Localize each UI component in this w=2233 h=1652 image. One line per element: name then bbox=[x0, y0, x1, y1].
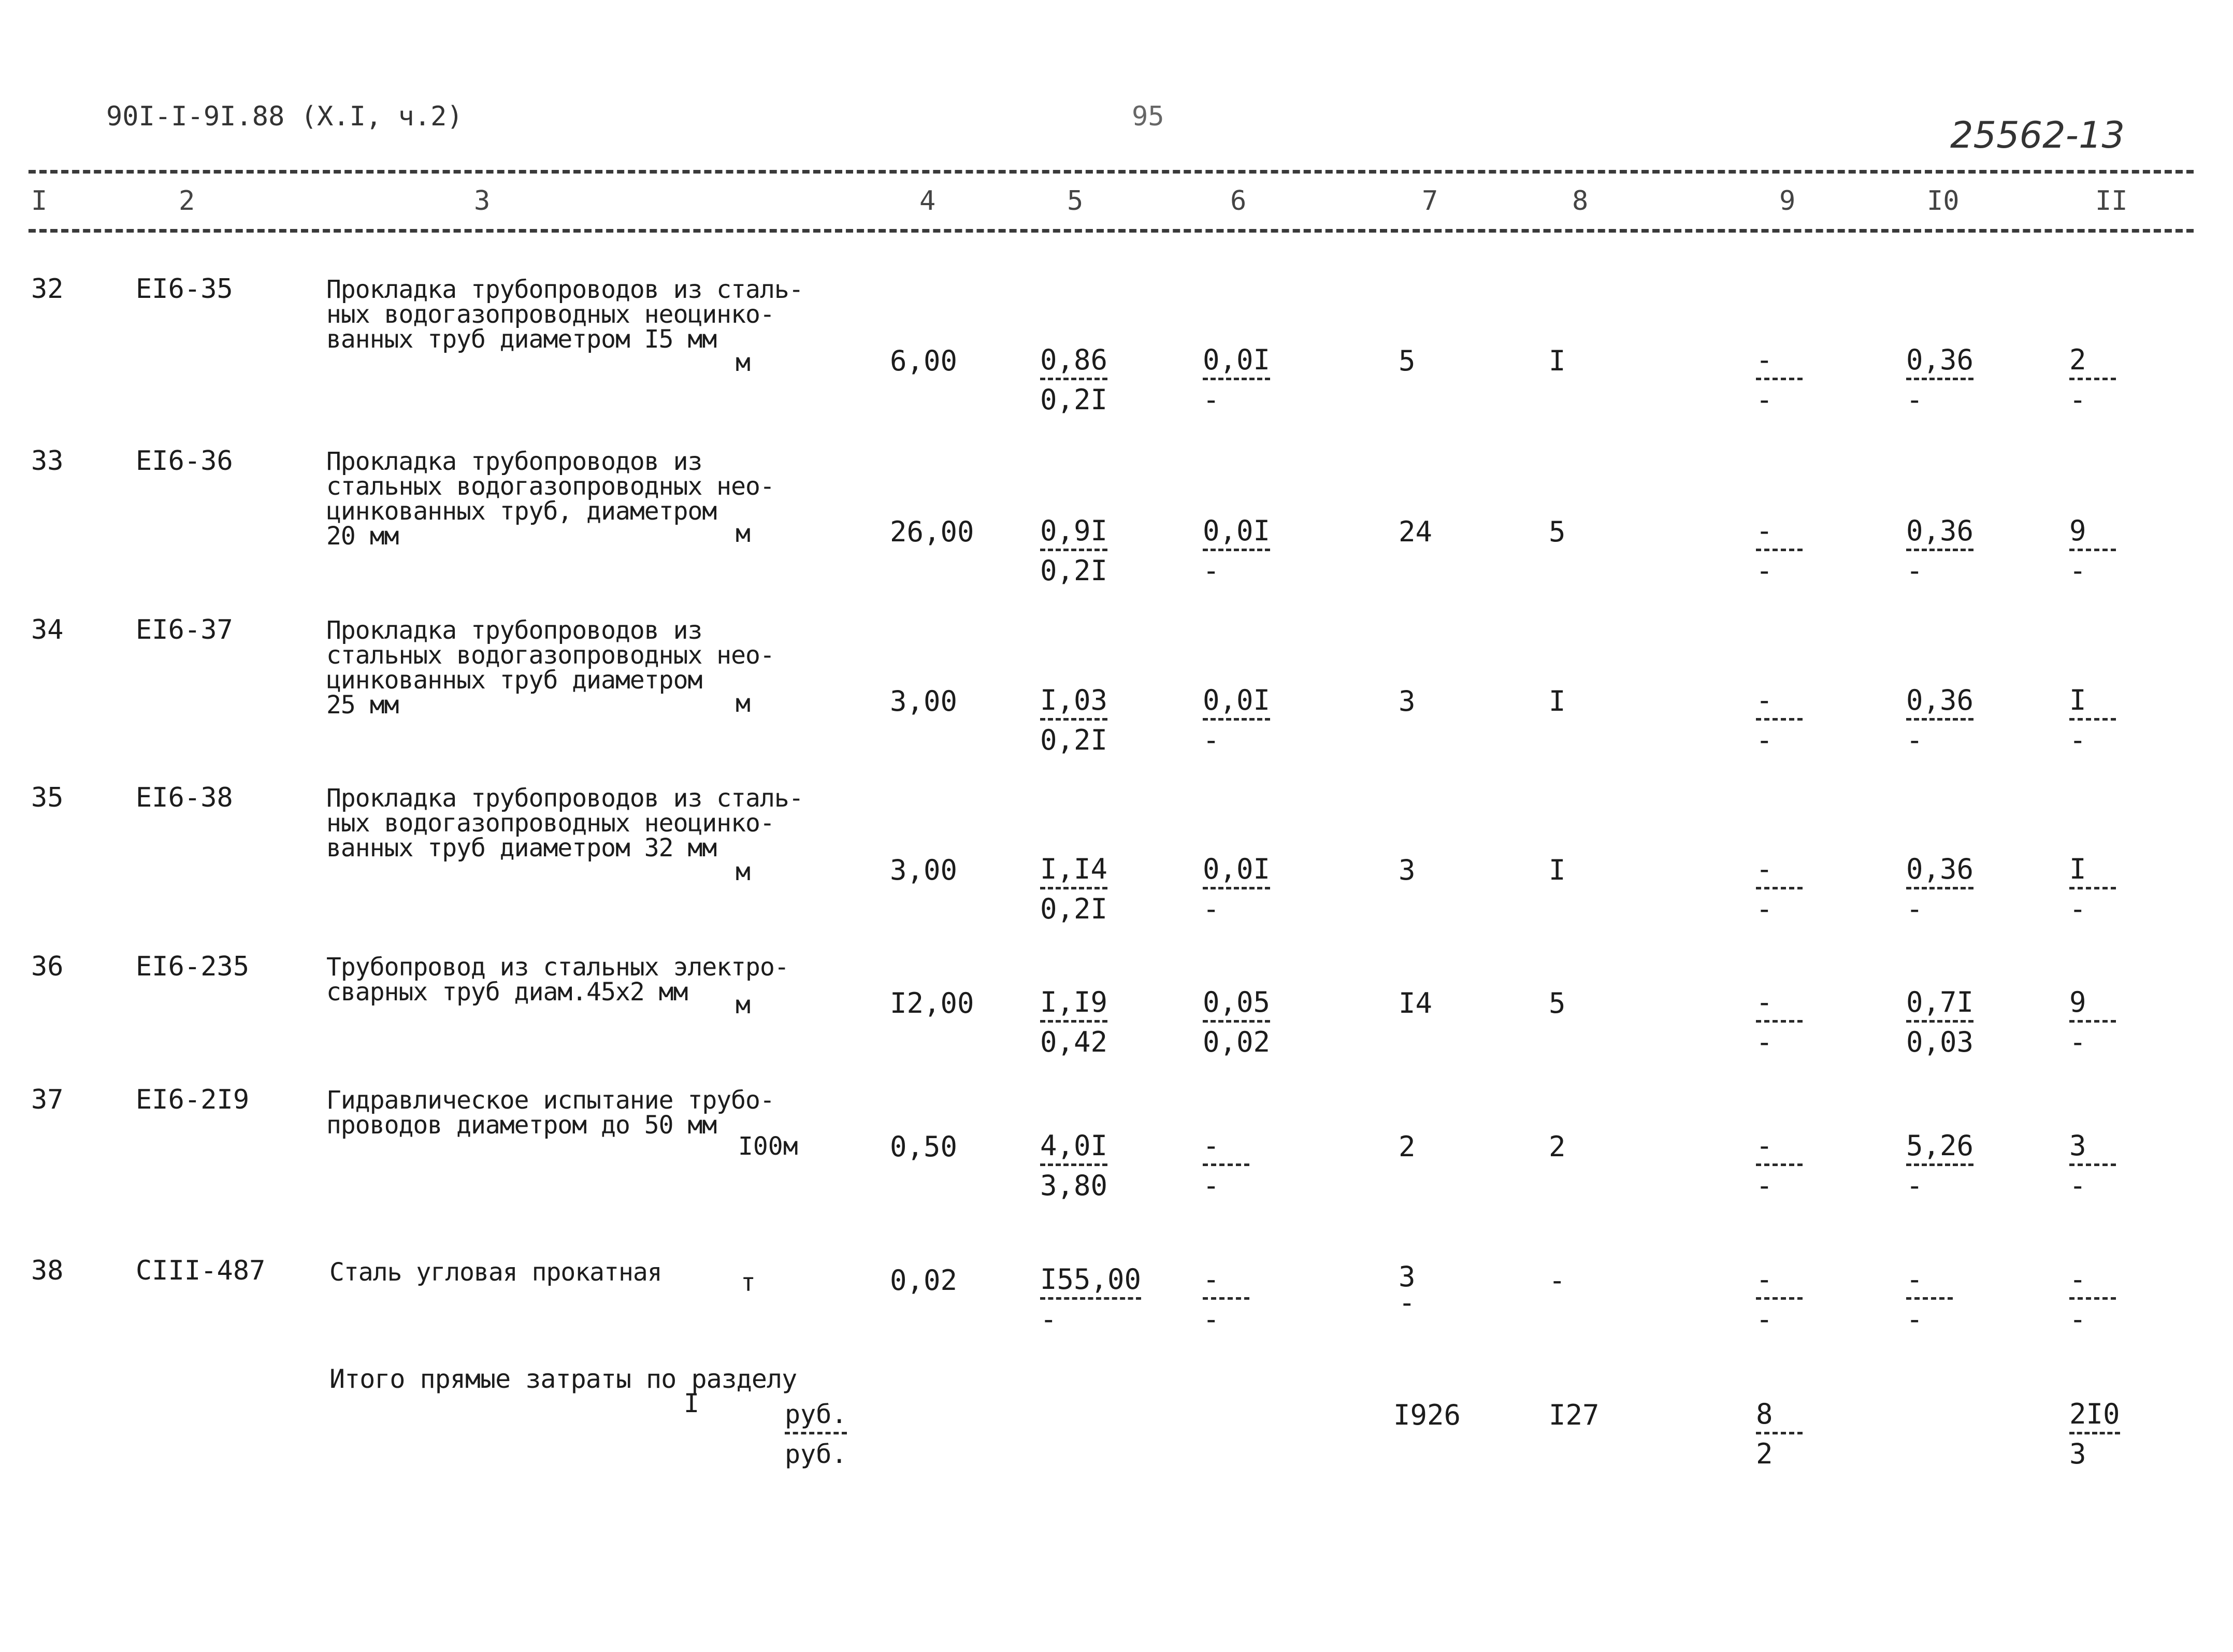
col9-fraction bbox=[1756, 515, 1803, 586]
fraction-bottom: - bbox=[1756, 383, 1773, 416]
fraction-bar bbox=[1756, 1020, 1803, 1023]
fraction-top: I,03 bbox=[1040, 684, 1108, 716]
description-line: сварных труб диам.45х2 мм bbox=[326, 978, 688, 1007]
fraction-bottom: - bbox=[1756, 554, 1773, 587]
description-line: ванных труб диаметром I5 мм bbox=[326, 325, 717, 354]
description-line: цинкованных труб диаметром bbox=[326, 666, 702, 695]
fraction-bottom: - bbox=[1906, 893, 1923, 925]
col11-fraction bbox=[2069, 987, 2116, 1058]
col11-fraction bbox=[2069, 854, 2116, 925]
total-section: I bbox=[684, 1388, 699, 1418]
fraction-bar bbox=[1756, 378, 1803, 380]
row-number: 35 bbox=[31, 782, 64, 813]
fraction-bar bbox=[1040, 549, 1107, 551]
col11-fraction bbox=[2069, 344, 2116, 415]
col10-fraction bbox=[1906, 987, 1973, 1058]
fraction-top: - bbox=[1756, 343, 1773, 376]
column-header-5: 5 bbox=[1067, 185, 1084, 217]
fraction-bar bbox=[1203, 1297, 1249, 1300]
fraction-bottom: 0,02 bbox=[1203, 1026, 1271, 1058]
col5-fraction bbox=[1040, 344, 1107, 415]
fraction-top: 0,0I bbox=[1203, 684, 1271, 716]
fraction-bottom: - bbox=[2069, 554, 2086, 587]
fraction-bottom: 3,80 bbox=[1040, 1169, 1108, 1202]
unit-of-measure: м bbox=[736, 348, 751, 377]
total-unit bbox=[785, 1399, 847, 1470]
fraction-top: 2I0 bbox=[2069, 1398, 2120, 1430]
fraction-bar bbox=[1906, 887, 1973, 889]
fraction-top: руб. bbox=[785, 1399, 847, 1429]
fraction-bar bbox=[1756, 1297, 1803, 1300]
row-number: 32 bbox=[31, 274, 64, 305]
fraction-bottom: - bbox=[1756, 893, 1773, 925]
fraction-bar bbox=[2069, 887, 2116, 889]
fraction-top: 0,05 bbox=[1203, 986, 1271, 1018]
fraction-bottom: - bbox=[1906, 1303, 1923, 1335]
fraction-top: I bbox=[2069, 684, 2086, 716]
fraction-bar bbox=[1756, 1432, 1803, 1434]
fraction-top: 5,26 bbox=[1906, 1129, 1974, 1162]
fraction-bottom: - bbox=[1756, 1303, 1773, 1335]
fraction-bar bbox=[1040, 718, 1107, 721]
fraction-top: - bbox=[2069, 1263, 2086, 1296]
fraction-bottom: - bbox=[2069, 724, 2086, 756]
fraction-bar bbox=[1756, 549, 1803, 551]
fraction-bottom: - bbox=[1203, 554, 1220, 587]
work-description bbox=[329, 1260, 662, 1285]
column-header-4: 4 bbox=[919, 185, 936, 217]
description-line: ных водогазопроводных неоцинко- bbox=[326, 809, 774, 838]
fraction-bottom: - bbox=[1756, 724, 1773, 756]
col5-fraction bbox=[1040, 515, 1107, 586]
col5-fraction bbox=[1040, 854, 1107, 925]
col5-fraction bbox=[1040, 685, 1107, 756]
column-header-1: I bbox=[31, 185, 48, 217]
fraction-bar bbox=[1906, 718, 1973, 721]
row-number: 33 bbox=[31, 446, 64, 477]
col8-value: I bbox=[1549, 854, 1566, 886]
fraction-bar bbox=[1756, 1163, 1803, 1166]
col7-value: 5 bbox=[1399, 344, 1416, 377]
description-line: Сталь угловая прокатная bbox=[329, 1258, 662, 1287]
total-col8: I27 bbox=[1549, 1399, 1600, 1431]
col10-fraction bbox=[1906, 685, 1973, 756]
unit-of-measure: I00м bbox=[738, 1132, 798, 1161]
fraction-top: 8 bbox=[1756, 1398, 1773, 1430]
col7-value: 3 bbox=[1399, 685, 1416, 717]
col9-fraction bbox=[1756, 1264, 1803, 1335]
unit-of-measure: т bbox=[741, 1268, 756, 1297]
col7-top: 3 bbox=[1399, 1260, 1416, 1293]
col6-fraction bbox=[1203, 685, 1270, 756]
fraction-bar bbox=[2069, 378, 2116, 380]
quantity: 0,50 bbox=[890, 1130, 958, 1163]
column-header-2: 2 bbox=[179, 185, 195, 217]
description-line: стальных водогазопроводных нео- bbox=[326, 641, 774, 670]
col8-value: - bbox=[1549, 1264, 1566, 1297]
col5-fraction bbox=[1040, 1264, 1141, 1335]
work-description bbox=[326, 784, 803, 863]
fraction-bottom: 0,2I bbox=[1040, 893, 1108, 925]
fraction-bar bbox=[1040, 887, 1107, 889]
fraction-bar bbox=[2069, 718, 2116, 721]
col6-fraction bbox=[1203, 1130, 1249, 1201]
fraction-top: 9 bbox=[2069, 986, 2086, 1018]
col6-fraction bbox=[1203, 1264, 1249, 1335]
row-number: 38 bbox=[31, 1255, 64, 1286]
row-number: 36 bbox=[31, 951, 64, 982]
fraction-bottom: - bbox=[1203, 383, 1220, 416]
rate-code: EI6-235 bbox=[136, 951, 250, 982]
col7-value: 3 bbox=[1399, 854, 1416, 886]
col9-fraction bbox=[1756, 1130, 1803, 1201]
fraction-bar bbox=[1203, 1163, 1249, 1166]
work-description bbox=[326, 616, 774, 720]
col9-fraction bbox=[1756, 854, 1803, 925]
col6-fraction bbox=[1203, 515, 1270, 586]
page-number: 95 bbox=[1132, 101, 1164, 132]
rate-code: EI6-38 bbox=[136, 782, 233, 813]
col10-fraction bbox=[1906, 1130, 1973, 1201]
fraction-bar bbox=[1040, 1020, 1107, 1023]
fraction-bottom: 3 bbox=[2069, 1438, 2086, 1470]
fraction-top: 3 bbox=[2069, 1129, 2086, 1162]
col6-fraction bbox=[1203, 854, 1270, 925]
fraction-bar bbox=[1040, 378, 1107, 380]
unit-of-measure: м bbox=[736, 990, 751, 1019]
col6-fraction bbox=[1203, 987, 1270, 1058]
fraction-bar bbox=[1906, 1163, 1973, 1166]
quantity: 0,02 bbox=[890, 1264, 958, 1297]
work-description bbox=[326, 277, 803, 352]
col10-fraction bbox=[1906, 344, 1973, 415]
fraction-bottom: 0,2I bbox=[1040, 383, 1108, 416]
fraction-bottom: - bbox=[1040, 1303, 1057, 1335]
rate-code: EI6-37 bbox=[136, 614, 233, 645]
description-line: стальных водогазопроводных нео- bbox=[326, 472, 774, 501]
fraction-bottom: руб. bbox=[785, 1439, 847, 1469]
col7-value bbox=[1399, 1260, 1416, 1319]
fraction-bottom: - bbox=[1203, 1169, 1220, 1202]
fraction-top: 0,9I bbox=[1040, 514, 1108, 547]
fraction-bottom: 0,42 bbox=[1040, 1026, 1108, 1058]
fraction-bar bbox=[1040, 1297, 1141, 1300]
fraction-top: 0,36 bbox=[1906, 514, 1974, 547]
fraction-top: - bbox=[1203, 1263, 1220, 1296]
col8-value: 2 bbox=[1549, 1130, 1566, 1163]
column-header-11: II bbox=[2095, 185, 2128, 217]
fraction-bar bbox=[785, 1432, 847, 1434]
col7-value: 2 bbox=[1399, 1130, 1416, 1163]
row-number: 34 bbox=[31, 614, 64, 645]
fraction-bottom: - bbox=[1906, 1169, 1923, 1202]
description-line: ных водогазопроводных неоцинко- bbox=[326, 300, 774, 329]
description-line: Прокладка трубопроводов из bbox=[326, 616, 702, 645]
fraction-bottom: - bbox=[1203, 893, 1220, 925]
fraction-top: 0,7I bbox=[1906, 986, 1974, 1018]
fraction-bottom: 0,2I bbox=[1040, 724, 1108, 756]
fraction-bottom: - bbox=[1756, 1169, 1773, 1202]
fraction-bar bbox=[1203, 549, 1270, 551]
column-header-6: 6 bbox=[1230, 185, 1247, 217]
rate-code: CIII-487 bbox=[136, 1255, 266, 1286]
fraction-bar bbox=[2069, 1020, 2116, 1023]
fraction-top: - bbox=[1756, 853, 1773, 885]
fraction-top: 0,86 bbox=[1040, 343, 1108, 376]
fraction-top: 9 bbox=[2069, 514, 2086, 547]
col8-value: 5 bbox=[1549, 987, 1566, 1019]
description-line: 25 мм bbox=[326, 691, 399, 720]
fraction-top: I55,00 bbox=[1040, 1263, 1142, 1296]
total-label: Итого прямые затраты по разделу bbox=[329, 1364, 797, 1394]
col7-value: I4 bbox=[1399, 987, 1433, 1019]
col9-fraction bbox=[1756, 344, 1803, 415]
col9-fraction bbox=[1756, 987, 1803, 1058]
col7-bottom: - bbox=[1399, 1286, 1416, 1319]
fraction-top: 0,36 bbox=[1906, 853, 1974, 885]
quantity: I2,00 bbox=[890, 987, 974, 1019]
col10-fraction bbox=[1906, 515, 1973, 586]
fraction-bar bbox=[1203, 378, 1270, 380]
description-line: ванных труб диаметром 32 мм bbox=[326, 834, 717, 863]
fraction-bar bbox=[1203, 1020, 1270, 1023]
sheet-number: 25562-13 bbox=[1950, 114, 2125, 156]
header-top-rule bbox=[28, 170, 2194, 174]
work-description bbox=[326, 1088, 774, 1138]
fraction-bar bbox=[1906, 1020, 1973, 1023]
quantity: 3,00 bbox=[890, 854, 958, 886]
work-description bbox=[326, 953, 789, 1007]
fraction-top: 0,0I bbox=[1203, 343, 1271, 376]
fraction-bar bbox=[2069, 1432, 2120, 1434]
fraction-bottom: - bbox=[2069, 383, 2086, 416]
col8-value: 5 bbox=[1549, 515, 1566, 548]
column-header-10: I0 bbox=[1927, 185, 1960, 217]
fraction-bottom: - bbox=[1203, 1303, 1220, 1335]
description-line: Гидравлическое испытание трубо- bbox=[326, 1086, 774, 1115]
fraction-top: I bbox=[2069, 853, 2086, 885]
fraction-top: - bbox=[1906, 1263, 1923, 1296]
col6-fraction bbox=[1203, 344, 1270, 415]
unit-of-measure: м bbox=[736, 857, 751, 886]
fraction-top: - bbox=[1756, 684, 1773, 716]
fraction-bottom: - bbox=[1203, 724, 1220, 756]
rate-code: EI6-35 bbox=[136, 274, 233, 305]
fraction-bar bbox=[2069, 1163, 2116, 1166]
header-bottom-rule bbox=[28, 229, 2194, 233]
unit-of-measure: м bbox=[736, 519, 751, 548]
col9-fraction bbox=[1756, 685, 1803, 756]
description-line: Прокладка трубопроводов из сталь- bbox=[326, 275, 803, 304]
fraction-bottom: - bbox=[1906, 554, 1923, 587]
fraction-top: I,I4 bbox=[1040, 853, 1108, 885]
column-header-9: 9 bbox=[1779, 185, 1796, 217]
total-col11-fraction bbox=[2069, 1399, 2120, 1470]
fraction-top: 4,0I bbox=[1040, 1129, 1108, 1162]
col10-fraction bbox=[1906, 854, 1973, 925]
fraction-top: - bbox=[1756, 514, 1773, 547]
document-id: 90I-I-9I.88 (X.I, ч.2) bbox=[106, 101, 463, 132]
description-line: проводов диаметром до 50 мм bbox=[326, 1111, 717, 1140]
quantity: 6,00 bbox=[890, 344, 958, 377]
description-line: Трубопровод из стальных электро- bbox=[326, 953, 789, 982]
fraction-top: - bbox=[1756, 1263, 1773, 1296]
description-line: Прокладка трубопроводов из bbox=[326, 447, 702, 476]
fraction-bar bbox=[2069, 1297, 2116, 1300]
col10-fraction bbox=[1906, 1264, 1953, 1335]
fraction-bottom: 0,2I bbox=[1040, 554, 1108, 587]
col8-value: I bbox=[1549, 685, 1566, 717]
fraction-bottom: - bbox=[2069, 893, 2086, 925]
column-header-7: 7 bbox=[1422, 185, 1438, 217]
col5-fraction bbox=[1040, 987, 1107, 1058]
fraction-top: - bbox=[1203, 1129, 1220, 1162]
description-line: 20 мм bbox=[326, 522, 399, 551]
fraction-bar bbox=[1040, 1163, 1107, 1166]
fraction-top: 2 bbox=[2069, 343, 2086, 376]
fraction-bar bbox=[1906, 549, 1973, 551]
fraction-bar bbox=[1756, 718, 1803, 721]
fraction-bar bbox=[1906, 1297, 1953, 1300]
quantity: 26,00 bbox=[890, 515, 974, 548]
rate-code: EI6-36 bbox=[136, 446, 233, 477]
description-line: Прокладка трубопроводов из сталь- bbox=[326, 784, 803, 813]
col11-fraction bbox=[2069, 685, 2116, 756]
fraction-top: 0,36 bbox=[1906, 343, 1974, 376]
fraction-bar bbox=[2069, 549, 2116, 551]
unit-of-measure: м bbox=[736, 689, 751, 718]
column-header-8: 8 bbox=[1572, 185, 1589, 217]
fraction-bar bbox=[1203, 718, 1270, 721]
quantity: 3,00 bbox=[890, 685, 958, 717]
fraction-top: 0,0I bbox=[1203, 853, 1271, 885]
fraction-top: 0,0I bbox=[1203, 514, 1271, 547]
col11-fraction bbox=[2069, 515, 2116, 586]
fraction-bottom: 2 bbox=[1756, 1438, 1773, 1470]
fraction-top: - bbox=[1756, 986, 1773, 1018]
fraction-bar bbox=[1203, 887, 1270, 889]
work-description bbox=[326, 449, 774, 549]
fraction-top: 0,36 bbox=[1906, 684, 1974, 716]
col5-fraction bbox=[1040, 1130, 1107, 1201]
fraction-bar bbox=[1906, 378, 1973, 380]
total-col7: I926 bbox=[1393, 1399, 1461, 1431]
fraction-top: I,I9 bbox=[1040, 986, 1108, 1018]
fraction-bottom: - bbox=[2069, 1303, 2086, 1335]
col8-value: I bbox=[1549, 344, 1566, 377]
col7-value: 24 bbox=[1399, 515, 1433, 548]
rate-code: EI6-2I9 bbox=[136, 1084, 250, 1115]
row-number: 37 bbox=[31, 1084, 64, 1115]
col11-fraction bbox=[2069, 1130, 2116, 1201]
col11-fraction bbox=[2069, 1264, 2116, 1335]
fraction-bottom: 0,03 bbox=[1906, 1026, 1974, 1058]
fraction-bottom: - bbox=[1756, 1026, 1773, 1058]
fraction-bottom: - bbox=[2069, 1169, 2086, 1202]
fraction-bottom: - bbox=[2069, 1026, 2086, 1058]
fraction-top: - bbox=[1756, 1129, 1773, 1162]
fraction-bar bbox=[1756, 887, 1803, 889]
fraction-bottom: - bbox=[1906, 383, 1923, 416]
column-header-3: 3 bbox=[474, 185, 491, 217]
total-col9-fraction bbox=[1756, 1399, 1803, 1470]
fraction-bottom: - bbox=[1906, 724, 1923, 756]
description-line: цинкованных труб, диаметром bbox=[326, 497, 717, 526]
